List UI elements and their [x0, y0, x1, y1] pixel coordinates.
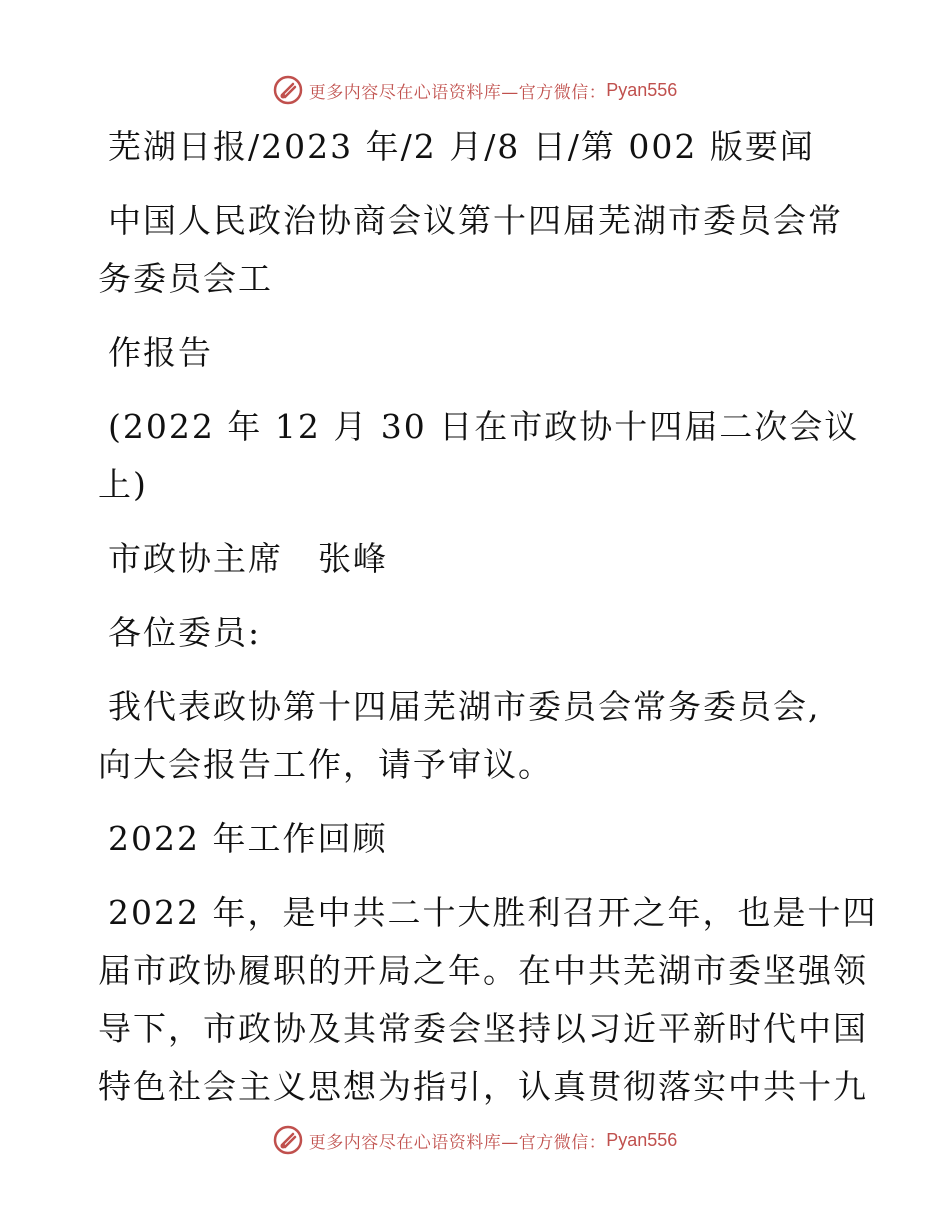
watermark-wechat-id: Pyan556 — [606, 79, 678, 100]
document-title-line-1: 中国人民政治协商会议第十四届芜湖市委员会常 — [108, 201, 843, 240]
subtitle-line-2: 上) — [98, 465, 148, 504]
intro-line-1: 我代表政协第十四届芜湖市委员会常务委员会, — [108, 687, 821, 726]
body-line: 届市政协履职的开局之年。在中共芜湖市委坚强领 — [98, 951, 868, 990]
section-heading: 2022 年工作回顾 — [108, 819, 388, 858]
watermark-text: 更多内容尽在心语资料库—官方微信： — [308, 82, 607, 103]
intro-line-2: 向大会报告工作，请予审议。 — [98, 745, 553, 784]
salutation: 各位委员: — [108, 613, 262, 652]
body-line: 2022 年，是中共二十大胜利召开之年，也是十四 — [108, 893, 878, 932]
watermark-text: 更多内容尽在心语资料库—官方微信： — [308, 1132, 607, 1153]
body-line: 导下，市政协及其常委会坚持以习近平新时代中国 — [98, 1009, 868, 1048]
seal-logo-icon — [273, 1125, 303, 1155]
document-title-line-3: 作报告 — [108, 333, 213, 372]
seal-logo-icon — [273, 75, 303, 105]
author-line: 市政协主席 张峰 — [108, 539, 388, 578]
watermark-bottom — [0, 1120, 950, 1160]
source-line: 芜湖日报/2023 年/2 月/8 日/第 002 版要闻 — [108, 127, 815, 166]
document-title-line-2: 务委员会工 — [98, 259, 273, 298]
body-line: 特色社会主义思想为指引，认真贯彻落实中共十九 — [98, 1067, 868, 1106]
watermark-top — [0, 70, 950, 110]
subtitle-line-1: (2022 年 12 月 30 日在市政协十四届二次会议 — [108, 407, 860, 446]
watermark-wechat-id: Pyan556 — [606, 1129, 678, 1150]
